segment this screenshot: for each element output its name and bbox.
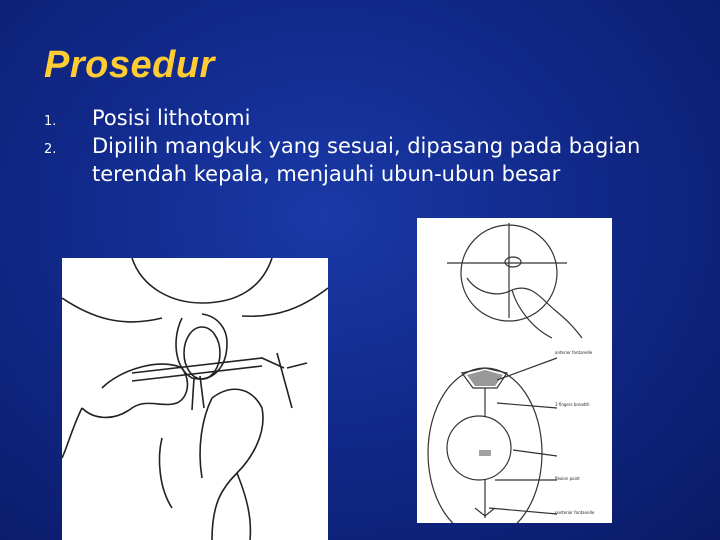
list-text: Dipilih mangkuk yang sesuai, dipasang pada bagian terendah kepala, menjauhi ubun-ubun besar — [92, 134, 641, 186]
procedure-list — [44, 104, 644, 188]
list-item — [44, 104, 644, 132]
list-text: Posisi lithotomi — [92, 106, 251, 130]
diagram-label: flexion point — [555, 476, 580, 481]
fetal-head-diagram — [417, 218, 612, 523]
slide-title: Prosedur — [44, 44, 215, 86]
diagram-label: anterior fontanelle — [555, 350, 593, 355]
list-item — [44, 132, 644, 188]
vacuum-extraction-illustration — [62, 258, 328, 540]
diagram-label: 3 fingers breadth — [555, 402, 590, 407]
list-number: 2. — [44, 142, 57, 157]
list-number: 1. — [44, 114, 57, 129]
diagram-label: posterior fontanelle — [555, 510, 595, 515]
